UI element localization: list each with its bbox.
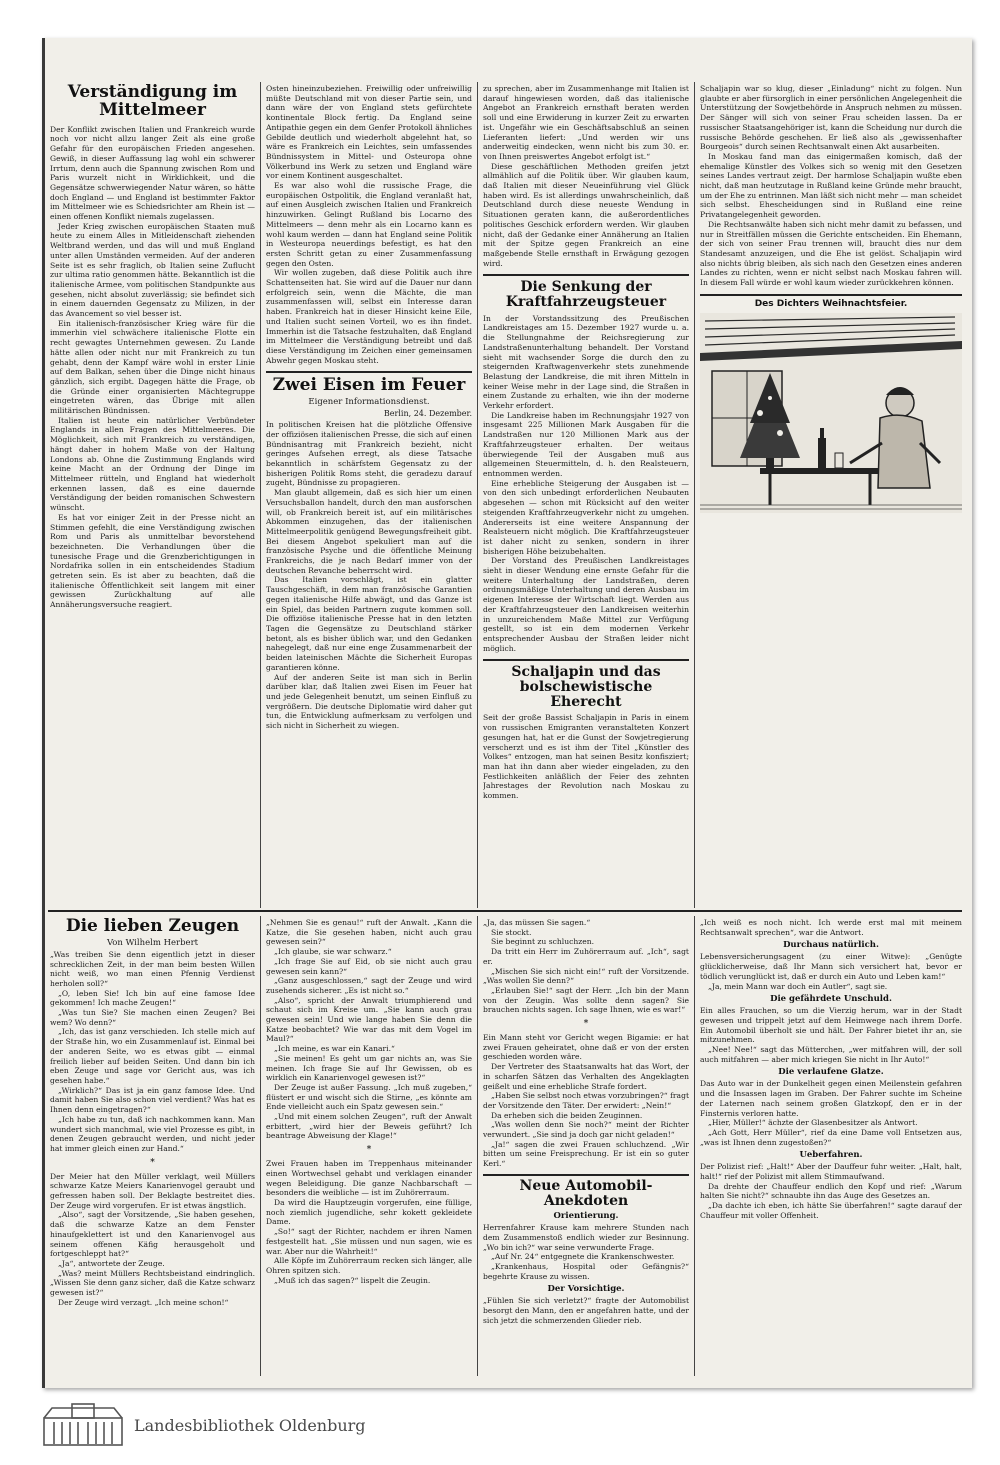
paragraph: „Ja!“ sagen die zwei Frauen schluchzend. „Wir bitten um seine Freisprechung. Er ist ein so guter Kerl.“ [483, 1139, 689, 1169]
paragraph: Lebensversicherungsagent (zu einer Witwe): „Genügte glücklicherweise, daß Ihr Mann sich versichert hat, bevor er tödlich verunglückt ist, daß er durch ein Auto und Leben kam!“ [700, 952, 962, 981]
paragraph: „So!“ sagt der Richter, nachdem er ihren Namen festgestellt hat. „Sie müssen und nun sagen, wie es war. Aber nur die Wahrheit!“ [266, 1227, 472, 1256]
paragraph: „Nehmen Sie es genau!“ ruft der Anwalt. „Kann die Katze, die Sie gesehen haben, nicht auch grau gewesen sein?“ [266, 918, 472, 947]
column-rule [477, 82, 478, 908]
newspaper-page [42, 38, 972, 1388]
paragraph: Seit der große Bassist Schaljapin in Paris in einem von russischen Emigranten veranstalteten Konzert gesungen hat, hat er die Gunst der Sowjetregierung verscherzt und es ist ihm der Titel „Künstler des Volkes“ entzogen, man hat seinen Besitz konfisziert; man hat ihn dann aber wieder eingeladen, zu den Festlichkeiten anläßlich der Feier des zehnten Jahrestages der Revolution nach Moskau zu kommen. [483, 713, 689, 801]
headline-automobil: Neue Automobil-Anekdoten [519, 1177, 653, 1209]
paragraph: Osten hineinzubeziehen. Freiwillig oder unfreiwillig müßte Deutschland mit von dieser Partie sein, und dann wäre der von England stets gefürchtete kontinentale Block fertig. Da England seine Antipathie gegen ein dem Genfer Protokoll ähnliches Gebilde deutlich und wiederholt abgelehnt hat, so wäre es Frankreich ein Leichtes, sein umfassendes Bündnissystem in Mittel- und Osteuropa ohne Völkerbund ins Werk zu setzen und England wäre vor einem Kontinent ausgeschaltet. [266, 84, 472, 181]
paragraph: „Da dachte ich eben, ich hätte Sie überfahren!“ sagte darauf der Chauffeur mit voller Offenheit. [700, 1201, 962, 1220]
paragraph: Eine erhebliche Steigerung der Ausgaben ist — von den sich unbedingt erforderlichen Neubauten abgesehen — schon mit Rücksicht auf den weiter steigenden Kraftfahrzeugverkehr nicht zu umgehen. Andererseits ist eine weitere Anspannung der Realsteuern nicht möglich. Die Kraftfahrzeugsteuer ist daher nicht zu senken, sondern in ihrer bisherigen Höhe beizubehalten. [483, 478, 689, 556]
headline-schaljapin: Schaljapin und das bolschewistische Eherecht [511, 664, 661, 710]
paragraph: zu sprechen, aber im Zusammenhange mit Italien ist darauf hingewiesen worden, daß das italienische Angebot an Frankreich ernsthaft beraten werden soll und eine Erwiderung in kurzer Zeit zu erwarten ist. Ungefähr wie ein Geschäftsabschluß an seinen Lieferanten liefert: „Und werden wir uns anderweitig eindecken, wenn nicht bis zum 30. er. von Ihnen preiswertes Angebot erfolgt ist.“ [483, 84, 689, 161]
column-rule [694, 916, 695, 1376]
paragraph: „Fühlen Sie sich verletzt?“ fragte der Automobilist besorgt den Mann, den er angefahren hatte, und der sich jetzt die schmerzenden Glieder rieb. [483, 1296, 689, 1325]
paragraph: „Wirklich?“ Das ist ja ein ganz famose Idee. Und damit haben Sie also schon viel verdient? Was hat es Ihnen denn eingetragen?“ [50, 1085, 255, 1115]
paragraph: Herrenfahrer Krause kam mehrere Stunden nach dem Zusammenstoß endlich wieder zur Besinnung. „Wo bin ich?“ war seine verwunderte Frage. [483, 1223, 689, 1252]
dateline: Berlin, 24. Dezember. [383, 409, 472, 419]
paragraph: Das Italien vorschlägt, ist ein glatter Tauschgeschäft, in dem man französische Garantien gegen italienische Hilfe abwägt, und das Ganze ist ein Spiel, das beiden Partnern zugute kommen soll. Die offiziöse italienische Presse hat in den letzten Tagen die Gegensätze zu Deutschland stärker betont, als es bisher üblich war, und den Gedanken nahegelegt, daß nur eine enge Zusammenarbeit der beiden lateinischen Mächte die Sicherheit Europas garantieren könne. [266, 575, 472, 672]
paragraph: „Sie meinen! Es geht um gar nichts an, was Sie meinen. Ich frage Sie auf Ihr Gewissen, ob es wirklich ein Kanarienvogel gewesen ist?“ [266, 1053, 472, 1083]
column-schaljapin [700, 84, 962, 906]
paragraph: „Was tun Sie? Sie machen einen Zeugen? Bei wem? Wo denn?“ [50, 1008, 255, 1027]
paragraph: „Mischen Sie sich nicht ein!“ ruft der Vorsitzende. „Was wollen Sie denn?“ [483, 966, 689, 986]
paragraph: Da wird die Hauptzeugin vorgerufen, eine füllige, noch ziemlich jugendliche, sehr kokett gekleidete Dame. [266, 1197, 472, 1227]
paragraph: Die Rechtsanwälte haben sich nicht mehr damit zu befassen, und nur in Streitfällen müssen die Gerichte entscheiden. Ein Ehemann, der sich von seiner Frau trennen will, braucht dies nur dem Standesamt anzuzeigen, und die Ehe ist gelöst. Schaljapin wird also nichts übrig bleiben, als sich nach den Gesetzen eines anderen Landes zu richten, wenn er nicht selbst nach Moskau fahren will. In diesem Fall würde er wohl kaum wieder zurückkehren können. [700, 219, 962, 288]
paragraph: Der Vorstand des Preußischen Landkreistages sieht in dieser Wendung eine ernste Gefahr für die weitere Unterhaltung der Landstraßen, deren ordnungsmäßige Unterhaltung und deren Ausbau im eigenen Interesse der Wirtschaft liegt. Werden aus der Kraftfahrzeugsteuer den Landkreisen weiterhin in unzureichendem Maße Mittel zur Verfügung gestellt, so ist ein dem modernen Verkehr entsprechender Ausbau der Straßen leider nicht möglich. [483, 556, 689, 653]
column-zeugen-right [483, 918, 689, 1373]
paragraph: „Also“, sagt der Vorsitzende, „Sie haben gesehen, daß die schwarze Katze an dem Fenster hinaufgeklettert ist und den Kanarienvogel aus seinem offenen Käfig herausgeholt und fortgeschleppt hat?“ [50, 1210, 255, 1259]
paragraph: Ein italienisch-französischer Krieg wäre für die immerhin viel schwächere italienische Flotte ein recht gewagtes Unternehmen gewesen. Zu Lande hätte allen oder nicht nur mit Frankreich zu tun gehabt, denn der Kampf wäre wohl in erster Linie auf dem Balkan, sehen über die Dinge nicht hinaus gänzlich, sich ergibt. Dagegen hätte die Frage, ob die Gründe einer organisierten Mächtegruppe eingetreten wären, das Übrige mit allen militärischen Bündnissen. [50, 318, 255, 416]
paragraph: Man glaubt allgemein, daß es sich hier um einen Versuchsballon handelt, durch den man ausforschen will, ob Frankreich bereit ist, auf ein militärisches Abkommen einzugehen, das der italienischen Mittelmeerpolitik genügend Bewegungsfreiheit gibt. Bei diesem Angebot spekuliert man auf die französische Psyche und die öffentliche Meinung Frankreichs, die je nach Bedarf immer von der deutschen Revanche beherrscht wird. [266, 488, 472, 575]
paragraph: Alle Köpfe im Zuhörerraum recken sich länger, alle Ohren spitzen sich. [266, 1256, 472, 1275]
subheading: Die gefährdete Unschuld. [770, 994, 892, 1005]
illustration-title: Des Dichters Weihnachtsfeier. [754, 298, 908, 309]
paragraph: „Und mit einem solchen Zeugen“, ruft der Anwalt erbittert, „wird hier der Beweis geführt? Ich beantrage Abweisung der Klage!“ [266, 1112, 472, 1141]
paragraph: „Ich frage Sie auf Eid, ob sie nicht auch grau gewesen sein kann?“ [266, 956, 472, 976]
paragraph: Da drehte der Chauffeur endlich den Kopf und rief: „Warum halten Sie nicht?“ schnaubte ihn das Auge des Gesetzes an. [700, 1181, 962, 1201]
paragraph: „Hier, Müller!“ ächzte der Glasenbesitzer als Antwort. [708, 1118, 918, 1128]
paragraph: Es hat vor einiger Zeit in der Presse nicht an Stimmen gefehlt, die eine Verständigung zwischen Rom und Paris als unmittelbar bevorstehend bezeichneten. Die Verhandlungen über die tunesische Frage und die Grenzberichtigungen in Nordafrika sollen in ein entscheidendes Stadium getreten sein. Es ist aber zu beachten, daß die italienische Öffentlichkeit seit langem mit einer gewissen Zurückhaltung auf alle Annäherungsversuche reagiert. [50, 512, 255, 610]
paragraph: „Ja, das müssen Sie sagen.“ [483, 918, 591, 927]
paragraph: Sie stockt. [491, 927, 532, 937]
paragraph: In der Vorstandssitzung des Preußischen Landkreistages am 15. Dezember 1927 wurde u. a. die Stellungnahme der Reichsregierung zur Landstraßenunterhaltung behandelt. Der Vorstand sieht mit wachsender Sorge die durch den zu steigernden Kraftwagenverkehr stets zunehmende Belastung der Landkreise, die mit ihren Mitteln in keiner Weise mehr in der Lage sind, die Straßen in einem Zustande zu erhalten, wie ihn der moderne Verkehr erfordert. [483, 313, 689, 411]
section-divider [48, 910, 962, 912]
paragraph: „Was treiben Sie denn eigentlich jetzt in dieser schrecklichen Zeit, in der man beim besten Willen nicht weiß, wo man einen Pfennig Verdienst herholen soll?“ [50, 949, 255, 988]
paragraph: „Erlauben Sie!“ sagt der Herr. „Ich bin der Mann von der Zeugin. Was sollte denn sagen? Sie brauchen nichts sagen. Ich sage Ihnen, wie es war!“ [483, 985, 689, 1015]
paragraph: „Krankenhaus, Hospital oder Gefängnis?“ begehrte Krause zu wissen. [483, 1262, 689, 1281]
column-rule [260, 916, 261, 1376]
section-star: * [366, 1145, 372, 1156]
paragraph: „Was wollen denn Sie noch?“ meint der Richter verwundert. „Sie sind ja doch gar nicht geladen!“ [483, 1120, 689, 1140]
paragraph: Schaljapin war so klug, dieser „Einladung“ nicht zu folgen. Nun glaubte er aber fürsorglich in einer persönlichen Angelegenheit die Unterstützung der Sowjetbehörde in Anspruch nehmen zu müssen. Der Sänger will sich von seiner Frau scheiden lassen. Da er russischer Staatsangehöriger ist, kann die Scheidung nur durch die russische Behörde geschehen. Er ließ also als „gewissenhafter Bourgeois“ durch seinen Rechtsanwalt einen Akt ausarbeiten. [700, 84, 962, 152]
column-rule [260, 82, 261, 908]
paragraph: „Muß ich das sagen?“ lispelt die Zeugin. [274, 1275, 431, 1285]
library-building-icon [42, 1402, 124, 1447]
paragraph: Wir wollen zugeben, daß diese Politik auch ihre Schattenseiten hat. Sie wird auf die Dauer nur dann erfolgreich sein, wenn die Mächte, die man zusammenfassen will, selbst ein Interesse daran haben. Frankreich hat in dieser Hinsicht keine Eile, und Italien sucht seinen Vorteil, wo es ihn findet. Immerhin ist die Tatsache festzuhalten, daß England im Mittelmeer die Verständigung betreibt und daß diese Verständigung im Zeichen einer gemeinsamen Abwehr gegen Moskau steht. [266, 268, 472, 365]
section-star: * [150, 1157, 155, 1168]
paragraph: Sie beginnt zu schluchzen. [491, 937, 595, 947]
author: Von Wilhelm Herbert [106, 937, 199, 948]
headline-kraftfahrzeugsteuer: Die Senkung der Kraftfahrzeugsteuer [505, 279, 667, 311]
paragraph: „Ich weiß es noch nicht. Ich werde erst mal mit meinem Rechtsanwalt sprechen“, war die Antwort. [700, 918, 962, 937]
paragraph: „Ich glaube, sie war schwarz.“ [274, 947, 392, 957]
paragraph: Es war also wohl die russische Frage, die europäischen Ostpolitik, die England veranlaßt hat, auf einen Ausgleich zwischen Italien und Frankreich hinzuwirken. Gelingt Rußland bis Locarno des Mittelmeers — denn mehr als ein Locarno kann es wohl kaum werden — dann hat England seine Politik in Westeuropa neuerdings befestigt, es hat den ersten Schritt getan zu einer Zusammenfassung gegen den Osten. [266, 181, 472, 268]
paragraph: „Auf Nr. 24“ entgegnete die Krankenschwester. [491, 1252, 675, 1262]
byline: Eigener Informationsdienst. [308, 397, 430, 408]
paragraph: Der Zeuge wird verzagt. „Ich meine schon!“ [58, 1297, 229, 1307]
paragraph: „Ich habe zu tun, daß ich nachkommen kann. Man wundert sich manchmal, wie viel Prozesse es gibt, in denen Zeugen gebraucht werden, und nicht jeder hat immer gleich einen zur Hand.“ [50, 1114, 255, 1153]
column-middle [266, 84, 472, 906]
column-rule [694, 82, 695, 908]
paragraph: Der Vertreter des Staatsanwalts hat das Wort, der in scharfen Sätzen das Verhalten des Angeklagten geißelt und eine erhebliche Strafe fordert. [483, 1062, 689, 1091]
headline-zwei-eisen: Zwei Eisen im Feuer [272, 375, 466, 396]
paragraph: „Was? meint Müllers Rechtsbeistand eindringlich. „Wissen Sie denn ganz sicher, daß die Katze schwarz gewesen ist?“ [50, 1268, 255, 1298]
headline-verstaendigung: Verständigung im Mittelmeer [67, 84, 238, 120]
headline-lieben-zeugen: Die lieben Zeugen [65, 918, 240, 936]
column-rule [477, 916, 478, 1376]
section-star: * [583, 1019, 589, 1030]
column-zeugen-mid [266, 918, 472, 1373]
column-verstaendigung [50, 84, 255, 906]
subheading: Der Vorsichtige. [547, 1284, 625, 1295]
paragraph: In politischen Kreisen hat die plötzliche Offensive der offiziösen italienischen Presse, die sich auf einen Bündnisantrag mit Frankreich bezieht, nicht geringes Aufsehen erregt, als diese Tatsache bekanntlich in schärfstem Gegensatz zu der bisherigen Politik Roms steht, die geradezu darauf zugeht, Bündnisse zu propagieren. [266, 420, 472, 488]
paragraph: Das Auto war in der Dunkelheit gegen einen Meilenstein gefahren und die Insassen lagen im Graben. Der Fahrer suchte im Scheine der Laternen nach seinem großen Glatzkopf, den er in der Finsternis verloren hatte. [700, 1079, 962, 1118]
paragraph: In Moskau fand man das einigermaßen komisch, daß der ehemalige Künstler des Volkes sich so wenig mit den Gesetzen seines Landes vertraut zeigt. Der harmlose Schaljapin wußte eben nicht, daß man heutzutage in Rußland keine Gründe mehr braucht, um der Ehe zu entrinnen. Man läßt sich nicht mehr — man scheidet sich selbst. Ehescheidungen sind in Rußland eine reine Privatangelegenheit geworden. [700, 151, 962, 220]
subheading: Durchaus natürlich. [783, 940, 879, 951]
paragraph: „Ach Gott, Herr Müller“, rief da eine Dame voll Entsetzen aus, „was ist Ihnen denn zugestoßen?“ [700, 1127, 962, 1147]
paragraph: „Nee! Nee!“ sagt das Mütterchen, „wer mitfahren will, der soll auch mitfahren — aber mich kriegen Sie nicht in Ihr Auto!“ [700, 1045, 962, 1064]
paragraph: Der Zeuge ist außer Fassung. „Ich muß zugeben,“ flüstert er und wischt sich die Stirne, „es könnte am Ende vielleicht auch ein Spatz gewesen sein.“ [266, 1082, 472, 1112]
poet-christmas-illustration [700, 313, 962, 513]
subheading: Ueberfahren. [799, 1150, 863, 1161]
paragraph: Der Konflikt zwischen Italien und Frankreich wurde noch vor nicht allzu langer Zeit als eine große Gefahr für den europäischen Frieden angesehen. Gewiß, in dieser Auffassung lag wohl ein schwerer Irrtum, denn auch die Spannung zwischen Rom und Paris wurzelt nicht in Wirklichkeit, und die Gegensätze schwerwiegender Natur wären, so hätte doch England — und England ist bestimmter Faktor im Mittelmeer wie es Schiedsrichter am Rhein ist — einen offenen Konflikt niemals zugelassen. [50, 124, 255, 222]
library-name: Landesbibliothek Oldenburg [134, 1416, 366, 1435]
paragraph: „Ganz ausgeschlossen,“ sagt der Zeuge und wird zusehends sicherer. „Es ist nicht so.“ [266, 976, 472, 995]
paragraph: „O, leben Sie! Ich bin auf eine famose Idee gekommen! Ich mache Zeugen!“ [50, 988, 255, 1008]
paragraph: Jeder Krieg zwischen europäischen Staaten muß heute zu einem Alles in Mitleidenschaft ziehenden Weltbrand werden, und das will und muß England unter allen Umständen vermeiden. Auf der anderen Seite ist es sehr fraglich, ob Italien seine Zuflucht zur ultima ratio genommen hätte. Bekanntlich ist die italienische Armee, vom politischen Standpunkte aus gesehen, nicht absolut zuverlässig; sie befindet sich in einem dauernden Gegensatz zu Milizen, in der das Avancement so viel besser ist. [50, 221, 255, 319]
paragraph: Auf der anderen Seite ist man sich in Berlin darüber klar, daß Italien zwei Eisen im Feuer hat und jede Gelegenheit benutzt, um seinen Einfluß zu vergrößern. Die deutsche Diplomatie wird daher gut tun, die Entwicklung aufmerksam zu verfolgen und sich nicht in Sicherheit zu wiegen. [266, 672, 472, 731]
paragraph: Die Landkreise haben im Rechnungsjahr 1927 von insgesamt 225 Millionen Mark Ausgaben für die Landstraßen nur 120 Millionen Mark aus der Kraftfahrzeugsteuer erhalten. Der weitaus überwiegende Teil der Ausgaben muß aus allgemeinen Steuermitteln, d. h. den Realsteuern, entnommen werden. [483, 410, 689, 478]
paragraph: „Also“, spricht der Anwalt triumphierend und schaut sich im Kreise um. „Sie kann auch grau gewesen sein! Und wie lange haben Sie denn die Katze beobachtet? Wie war das mit dem Vogel im Maul?“ [266, 995, 472, 1044]
paragraph: Da tritt ein Herr im Zuhörerraum auf. „Ich“, sagt er. [483, 947, 689, 966]
paragraph: Der Meier hat den Müller verklagt, weil Müllers schwarze Katze Meiers Kanarienvogel geraubt und gefressen haben soll. Der Beklagte bestreitet dies. Der Zeuge wird vorgerufen. Er ist etwas ängstlich. [50, 1171, 255, 1210]
paragraph: Ein Mann steht vor Gericht wegen Bigamie: er hat zwei Frauen geheiratet, ohne daß er von der ersten geschieden worden wäre. [483, 1033, 689, 1062]
column-anekdoten-right [700, 918, 962, 1373]
paragraph: „Haben Sie selbst noch etwas vorzubringen?“ fragt der Vorsitzende den Täter. Der erwidert: „Nein!“ [483, 1091, 689, 1110]
paragraph: „Ja“, antwortete der Zeuge. [58, 1258, 165, 1268]
paragraph: Zwei Frauen haben im Treppenhaus miteinander einen Wortwechsel gehabt und verklagen einander wegen Beleidigung. Die ganze Nachbarschaft — besonders die weibliche — ist im Zuhörerraum. [266, 1159, 472, 1198]
paragraph: Der Polizist rief: „Halt!“ Aber der Dauffeur fuhr weiter. „Halt, halt, halt!“ rief der Polizist mit allem Stimmaufwand. [700, 1162, 962, 1182]
subheading: Orientierung. [553, 1211, 619, 1222]
library-footer [42, 1402, 642, 1447]
paragraph: Diese geschäftlichen Methoden greifen jetzt allmählich auf die Politik über. Wir glauben kaum, daß Italien mit dieser Neueinführung viel Glück haben wird. Es ist allerdings unwahrscheinlich, daß Deutschland durch diese neueste Wendung in Situationen geraten kann, die außerordentliches politisches Geschick erfordern werden. Wir glauben nicht, daß der Gedanke einer Annäherung an Italien mit der Spitze gegen Frankreich an eine maßgebende Stelle ernsthaft in Erwägung gezogen wird. [483, 161, 689, 268]
column-lieben-zeugen [50, 918, 255, 1373]
subheading: Die verlaufene Glatze. [778, 1067, 884, 1078]
paragraph: Ein alles Frauchen, so um die Vierzig herum, war in der Stadt gewesen und trippelt jetzt auf dem Heimwege nach ihrem Dorfe. Ein Automobil überholt sie und hält. Der Fahrer bietet ihr an, sie mitzunehmen. [700, 1006, 962, 1045]
paragraph: „Ja, mein Mann war doch ein Autler“, sagt sie. [708, 981, 888, 991]
paragraph: „Ich meine, es war ein Kanari.“ [274, 1044, 395, 1054]
paragraph: Da erheben sich die beiden Zeuginnen. [491, 1110, 643, 1120]
paragraph: „Ich, das ist ganz verschieden. Ich stelle mich auf der Straße hin, wo ein Zusammenlauf ist. Einmal bei der anderen Seite, wo es etwas gibt — einmal freilich lieber auf beiden Seiten. Und dann bin ich eben Zeuge und sage vor Gericht aus, was ich gesehen habe.“ [50, 1027, 255, 1085]
paragraph: Italien ist heute ein natürlicher Verbündeter Englands in allen Fragen des Mittelmeeres. Die Möglichkeit, sich mit Frankreich zu verständigen, hängt daher in hohem Maße von der Haltung Londons ab. Ohne die Zustimmung Englands wird keine Macht an der Ordnung der Dinge im Mittelmeer rütteln, und England hat wiederholt erkennen lassen, daß es eine dauernde Verständigung der beiden romanischen Schwestern wünscht. [50, 415, 255, 513]
column-kraftfahrzeug [483, 84, 689, 906]
